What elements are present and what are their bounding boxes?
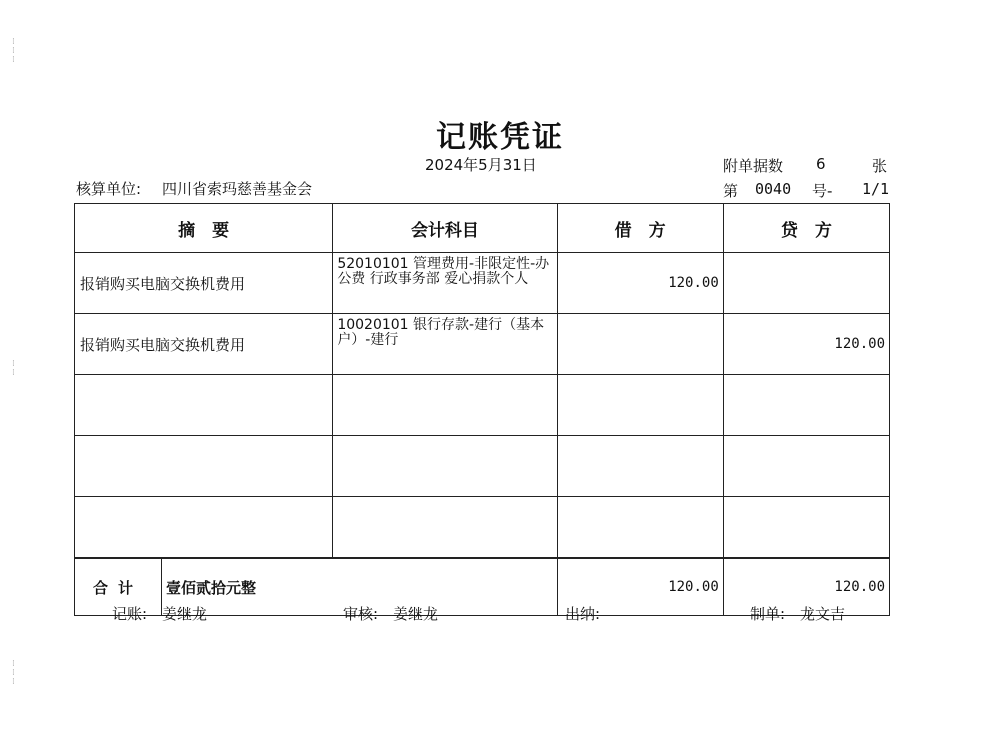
row-account xyxy=(333,436,557,497)
header-credit: 贷 方 xyxy=(723,204,889,253)
row-credit xyxy=(723,253,889,314)
header-summary: 摘 要 xyxy=(75,204,333,253)
accounting-unit-label: 核算单位: xyxy=(76,180,142,198)
row-summary xyxy=(75,375,333,436)
voucher-page: 1/1 xyxy=(862,180,890,198)
row-account: 52010101 管理费用-非限定性-办公费 行政事务部 爱心捐款个人 xyxy=(333,253,557,314)
table-row xyxy=(75,314,890,375)
reviewer-signature: 审核: 姜继龙 xyxy=(343,605,439,623)
row-summary xyxy=(75,436,333,497)
table-row xyxy=(75,497,890,559)
row-summary xyxy=(75,497,333,559)
voucher-number-suffix: 号- xyxy=(812,182,833,200)
header-account: 会计科目 xyxy=(333,204,557,253)
voucher-number: 0040 xyxy=(755,180,792,198)
total-label: 合计 xyxy=(75,559,162,615)
row-account: 10020101 银行存款-建行（基本户）-建行 xyxy=(333,314,557,375)
attachment-unit: 张 xyxy=(872,157,888,175)
table-row xyxy=(75,375,890,436)
scan-edge-mark-bottom: ⁞ ⁞ ⁞ xyxy=(12,659,15,687)
bookkeeper-signature: 记账: 姜继龙 xyxy=(112,605,208,623)
row-summary: 报销购买电脑交换机费用 xyxy=(75,253,333,314)
attachment-label: 附单据数 xyxy=(723,157,784,175)
row-summary: 报销购买电脑交换机费用 xyxy=(75,314,333,375)
table-row xyxy=(75,253,890,314)
row-debit: 120.00 xyxy=(557,253,723,314)
row-debit xyxy=(557,314,723,375)
total-debit: 120.00 xyxy=(557,558,723,616)
scan-edge-mark-middle: ⁞ ⁞ xyxy=(12,359,15,378)
preparer-signature: 制单: 龙文吉 xyxy=(750,605,846,623)
table-row xyxy=(75,436,890,497)
total-credit: 120.00 xyxy=(723,558,889,616)
row-credit xyxy=(723,436,889,497)
scan-edge-mark-top: ⁞ ⁞ ⁞ xyxy=(12,37,15,65)
row-debit xyxy=(557,497,723,559)
row-credit xyxy=(723,497,889,559)
header-debit: 借 方 xyxy=(557,204,723,253)
attachment-count: 6 xyxy=(816,155,826,173)
row-debit xyxy=(557,436,723,497)
row-account xyxy=(333,375,557,436)
total-amount-in-words: 壹佰贰拾元整 xyxy=(166,578,257,597)
row-credit xyxy=(723,375,889,436)
table-header-row xyxy=(75,204,890,253)
voucher-title: 记账凭证 xyxy=(436,120,564,155)
voucher-number-label: 第 xyxy=(723,182,739,200)
row-account xyxy=(333,497,557,559)
voucher-date: 2024年5月31日 xyxy=(425,156,537,174)
voucher-table xyxy=(74,203,890,616)
cashier-signature: 出纳: xyxy=(565,605,601,623)
row-credit: 120.00 xyxy=(723,314,889,375)
accounting-unit-name: 四川省索玛慈善基金会 xyxy=(162,180,313,198)
row-debit xyxy=(557,375,723,436)
